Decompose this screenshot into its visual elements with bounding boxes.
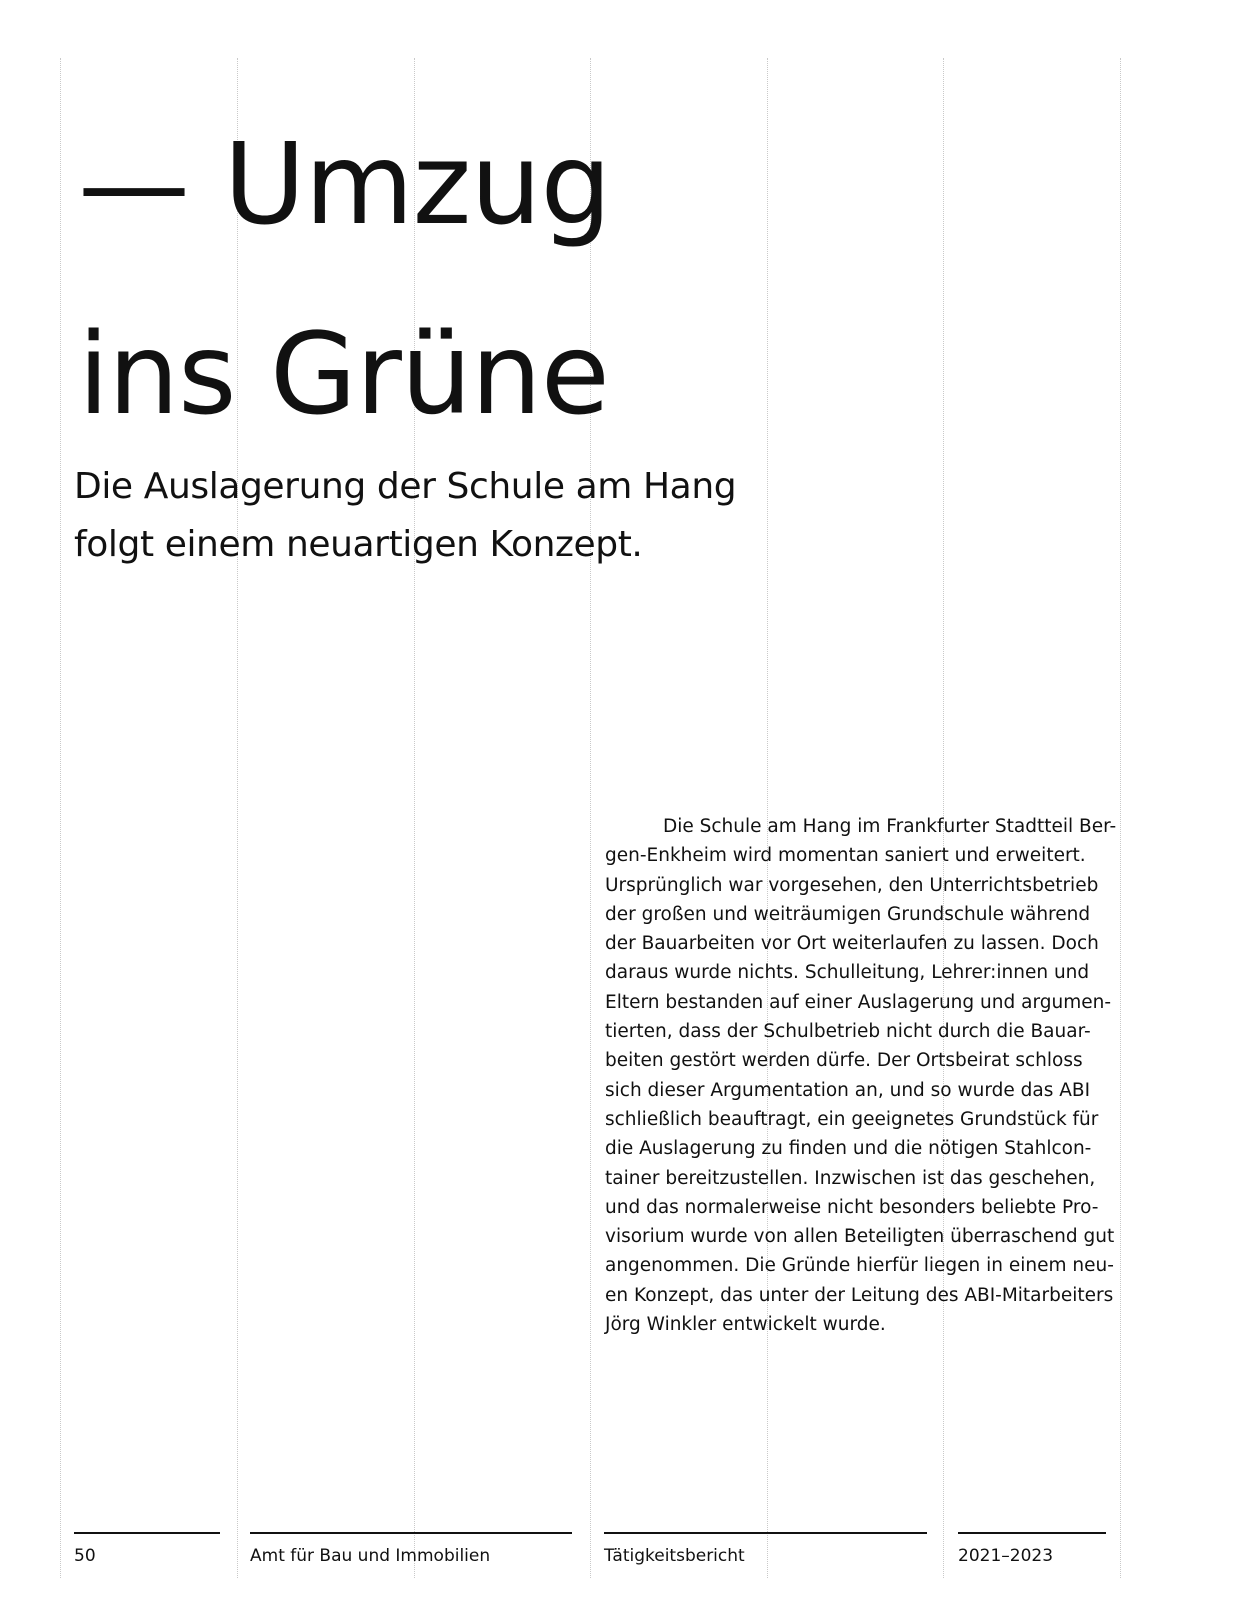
body-line: tierten, dass der Schulbetrieb nicht durch die Bauar- bbox=[605, 1021, 1091, 1043]
footer-rule bbox=[250, 1532, 572, 1534]
body-paragraph bbox=[605, 812, 1117, 1339]
body-line: der Bauarbeiten vor Ort weiterlaufen zu lassen. Doch bbox=[605, 933, 1099, 955]
body-line: visorium wurde von allen Beteiligten überraschend gut bbox=[605, 1226, 1115, 1248]
body-line: die Auslagerung zu finden und die nötigen Stahlcon- bbox=[605, 1138, 1092, 1160]
body-line: en Konzept, das unter der Leitung des ABI-Mitarbeiters bbox=[605, 1284, 1114, 1306]
title-line: — Umzug bbox=[78, 120, 611, 250]
page-title bbox=[78, 90, 838, 470]
body-line: Ursprünglich war vorgesehen, den Unterrichtsbetrieb bbox=[605, 874, 1099, 896]
body-line: tainer bereitzustellen. Inzwischen ist das geschehen, bbox=[605, 1167, 1096, 1189]
footer-rule bbox=[74, 1532, 220, 1534]
body-line: angenommen. Die Gründe hierfür liegen in einem neu- bbox=[605, 1255, 1114, 1277]
subtitle-line: folgt einem neuartigen Konzept. bbox=[74, 524, 643, 565]
footer-years: 2021–2023 bbox=[958, 1546, 1054, 1566]
body-line: der großen und weiträumigen Grundschule während bbox=[605, 903, 1091, 925]
body-line: daraus wurde nichts. Schulleitung, Lehrer:innen und bbox=[605, 962, 1090, 984]
body-line: beiten gestört werden dürfe. Der Ortsbeirat schloss bbox=[605, 1050, 1083, 1072]
page-number: 50 bbox=[74, 1546, 96, 1566]
body-line: schließlich beauftragt, ein geeignetes Grundstück für bbox=[605, 1108, 1099, 1130]
body-line: Eltern bestanden auf einer Auslagerung und argumen- bbox=[605, 991, 1111, 1013]
footer-rule bbox=[604, 1532, 927, 1534]
footer-rule bbox=[958, 1532, 1106, 1534]
body-line: Die Schule am Hang im Frankfurter Stadtteil Ber- bbox=[663, 816, 1117, 837]
footer-report-title: Tätigkeitsbericht bbox=[604, 1546, 745, 1566]
grid-guide-line bbox=[1120, 58, 1121, 1578]
body-line: und das normalerweise nicht besonders beliebte Pro- bbox=[605, 1196, 1099, 1218]
footer-department: Amt für Bau und Immobilien bbox=[250, 1546, 491, 1566]
grid-guide-line bbox=[60, 58, 61, 1578]
body-line: gen-Enkheim wird momentan saniert und erweitert. bbox=[605, 845, 1086, 867]
title-line: ins Grüne bbox=[78, 310, 609, 440]
subtitle-line: Die Auslagerung der Schule am Hang bbox=[74, 466, 737, 507]
body-line: sich dieser Argumentation an, und so wurde das ABI bbox=[605, 1079, 1091, 1101]
body-line: Jörg Winkler entwickelt wurde. bbox=[605, 1314, 886, 1336]
page-subtitle bbox=[74, 458, 774, 574]
